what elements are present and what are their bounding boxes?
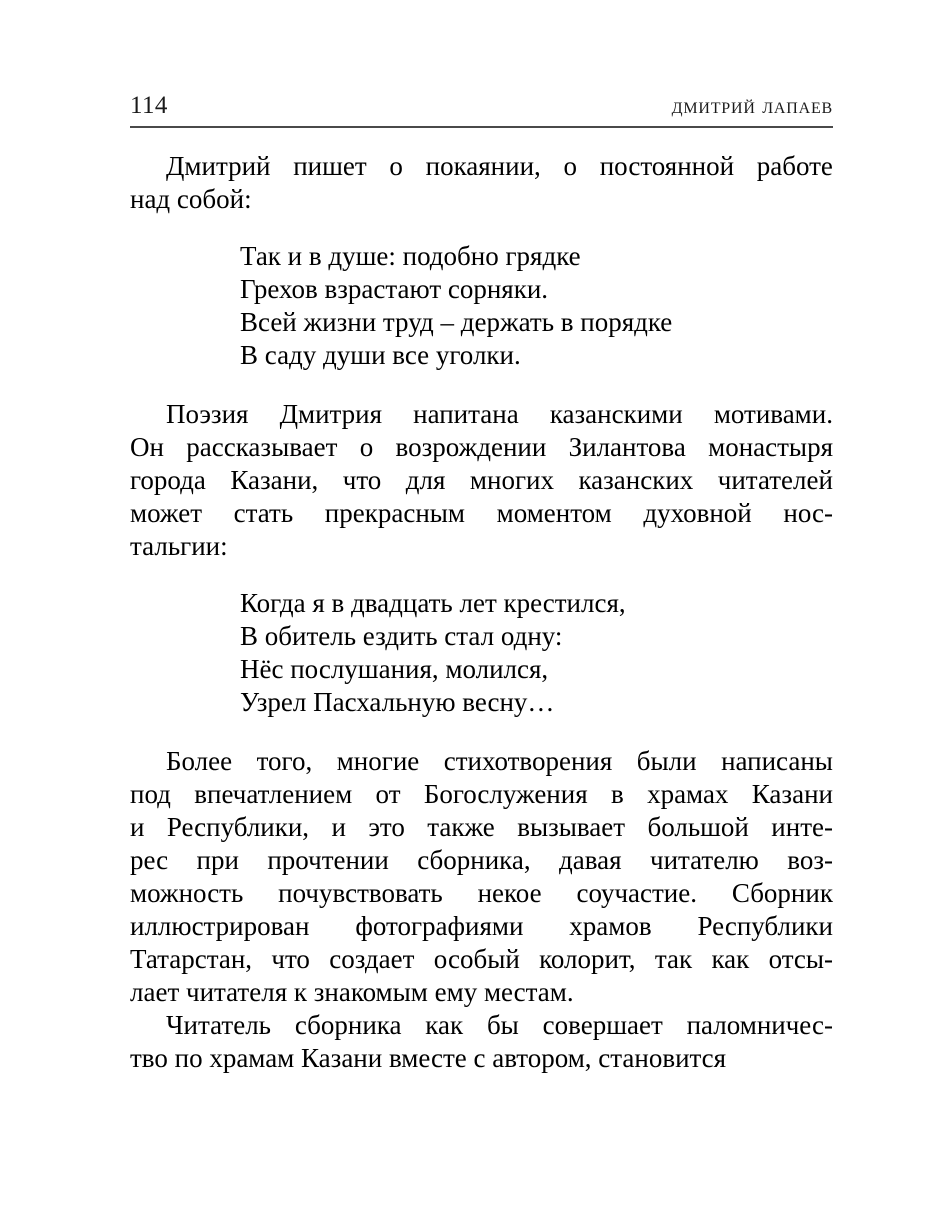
word: прекрасным (324, 498, 465, 528)
verse-line: Узрел Пасхальную весну… (240, 687, 555, 717)
text-line (130, 1009, 833, 1042)
word: о (389, 151, 403, 181)
word: впечатлением (194, 779, 353, 809)
paragraph-1 (130, 150, 833, 216)
word: как (711, 944, 750, 974)
word: стихотворения (443, 746, 613, 776)
word: рассказывает (186, 432, 338, 462)
word: Республики (697, 911, 833, 941)
word: воз- (787, 845, 833, 875)
paragraph-4 (130, 1009, 833, 1075)
word: храмов (569, 911, 652, 941)
text-line: лает читателя к знакомым ему местам. (130, 977, 574, 1007)
word: возрождении (395, 432, 547, 462)
word: того, (256, 746, 313, 776)
running-head-author: дмитрий лапаев (671, 93, 833, 118)
word: написаны (721, 746, 833, 776)
word: давая (559, 845, 622, 875)
word: Более (166, 746, 233, 776)
word: прочтении (267, 845, 389, 875)
word: города (130, 465, 206, 495)
verse-line: Когда я в двадцать лет крестился, (240, 588, 626, 618)
word: Читатель (166, 1010, 271, 1040)
word: особый (433, 944, 520, 974)
word: Дмитрия (279, 399, 383, 429)
word: большой (647, 812, 749, 842)
word: моментом (496, 498, 612, 528)
word: Казани, (230, 465, 319, 495)
word: Республики, (166, 812, 310, 842)
word: казанских (578, 465, 694, 495)
word: для (405, 465, 446, 495)
word: были (636, 746, 697, 776)
word: так (654, 944, 693, 974)
word: и (331, 812, 346, 842)
spacer (130, 216, 833, 240)
word: Зилантова (568, 432, 686, 462)
word: паломничес- (686, 1010, 833, 1040)
word: почувствовать (278, 878, 443, 908)
text-line (130, 464, 833, 497)
word: совершает (542, 1010, 663, 1040)
verse-line: Грехов взрастают сорняки. (240, 274, 549, 304)
word: многие (336, 746, 420, 776)
word: иллюстрирован (130, 911, 310, 941)
word: это (368, 812, 405, 842)
verse-line: Всей жизни труд – держать в порядке (240, 307, 673, 337)
word: отсы- (768, 944, 833, 974)
verse-line: В обитель ездить стал одну: (240, 621, 563, 651)
word: постоянной (599, 151, 735, 181)
word: многих (469, 465, 554, 495)
word: работе (756, 151, 833, 181)
verse-block-2 (130, 587, 833, 719)
text-line (130, 778, 833, 811)
page-number: 114 (130, 92, 168, 119)
verse-block-1 (130, 240, 833, 372)
word: мотивами. (713, 399, 833, 429)
spacer (130, 719, 833, 745)
header-divider (130, 126, 833, 128)
word: Богослужения (423, 779, 588, 809)
word: Поэзия (166, 399, 249, 429)
word: сборника, (417, 845, 531, 875)
word: храмах (647, 779, 729, 809)
word: может (130, 498, 202, 528)
text-line (130, 943, 833, 976)
word: нос- (783, 498, 833, 528)
text-line: тво по храмам Казани вместе с автором, становится (130, 1043, 727, 1073)
text-line (130, 910, 833, 943)
word: что (271, 944, 310, 974)
verse-line: Нёс послушания, молился, (240, 654, 549, 684)
verse-line: В саду души все уголки. (240, 340, 521, 370)
word: как (425, 1010, 464, 1040)
word: инте- (771, 812, 833, 842)
word: рес (130, 845, 169, 875)
word: пишет (293, 151, 367, 181)
word: покаянии, (425, 151, 541, 181)
word: духовной (643, 498, 752, 528)
word: читателей (717, 465, 833, 495)
word: Он (130, 432, 164, 462)
text-line (130, 745, 833, 778)
word: читателю (649, 845, 759, 875)
verse-line: Так и в душе: подобно грядке (240, 241, 581, 271)
word: соучастие. (576, 878, 697, 908)
word: Сборник (731, 878, 833, 908)
text-line: тальгии: (130, 531, 228, 561)
word: сборника (294, 1010, 402, 1040)
word: о (359, 432, 374, 462)
text-line (130, 844, 833, 877)
word: фотографиями (355, 911, 524, 941)
text-column (130, 150, 833, 1075)
word: стать (233, 498, 294, 528)
spacer (130, 563, 833, 587)
word: Дмитрий (166, 151, 271, 181)
running-head (130, 91, 833, 125)
word: можность (130, 878, 244, 908)
text-line (130, 150, 833, 183)
word: под (130, 779, 171, 809)
word: монастыря (708, 432, 833, 462)
spacer (130, 372, 833, 398)
paragraph-2 (130, 398, 833, 563)
text-line (130, 877, 833, 910)
word: в (610, 779, 624, 809)
word: Казани (751, 779, 833, 809)
word: казанскими (549, 399, 683, 429)
text-line (130, 431, 833, 464)
text-line (130, 497, 833, 530)
word: также (427, 812, 495, 842)
word: колорит, (539, 944, 636, 974)
word: некое (477, 878, 542, 908)
word: создает (329, 944, 415, 974)
paragraph-3 (130, 745, 833, 1009)
word: о (563, 151, 578, 181)
text-line: над собой: (130, 184, 252, 214)
word: бы (486, 1010, 519, 1040)
word: от (375, 779, 401, 809)
word: Татарстан, (130, 944, 253, 974)
text-line (130, 811, 833, 844)
text-line (130, 398, 833, 431)
word: что (342, 465, 382, 495)
word: при (196, 845, 239, 875)
word: вызывает (517, 812, 626, 842)
word: и (130, 812, 145, 842)
word: напитана (413, 399, 519, 429)
